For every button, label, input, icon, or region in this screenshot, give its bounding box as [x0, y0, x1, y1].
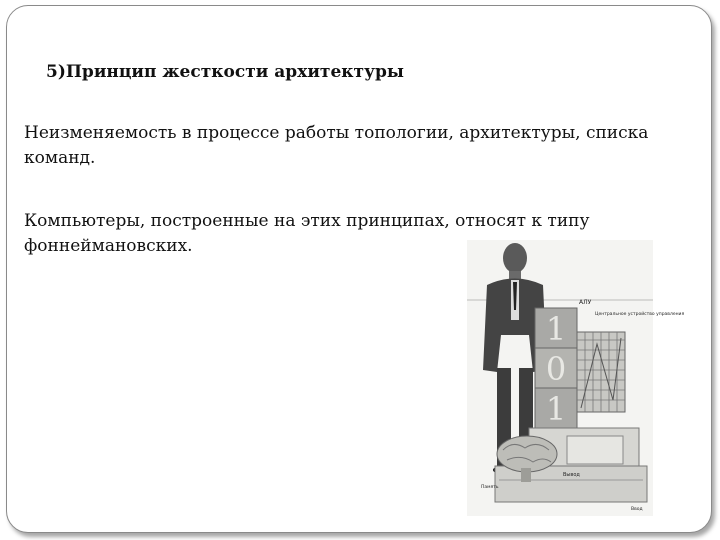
von-neumann-illustration	[467, 240, 685, 516]
alu-block	[535, 308, 577, 428]
label-memory: Память	[481, 485, 499, 490]
label-input: Ввод	[631, 507, 643, 512]
label-output: Вывод	[563, 472, 580, 478]
paragraph-von-neumann: Компьютеры, построенные на этих принципах, относят к типу фоннеймановских.	[24, 211, 590, 256]
paragraph-topology: Неизменяемость в процессе работы топологии, архитектуры, списка команд.	[24, 123, 649, 168]
control-unit-block	[577, 332, 625, 412]
digit-middle: 0	[545, 350, 567, 388]
digit-top: 1	[545, 310, 567, 348]
slide-title: 5)Принцип жесткости архитектуры	[46, 62, 404, 82]
von-neumann-drawing	[467, 240, 685, 516]
label-control-unit: Центральное устройство управления	[595, 312, 685, 317]
digit-bottom: 1	[545, 390, 567, 428]
label-alu: АЛУ	[579, 299, 592, 306]
